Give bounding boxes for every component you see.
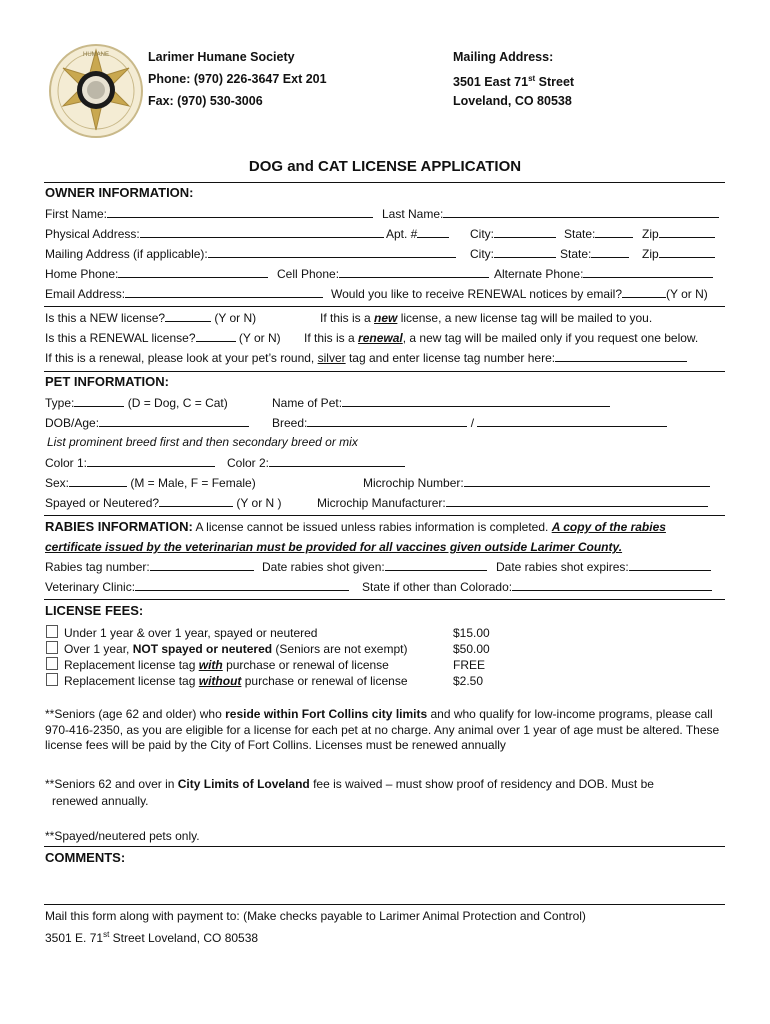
org-name: Larimer Humane Society bbox=[148, 50, 295, 64]
apt-field[interactable]: Apt. # bbox=[386, 225, 449, 243]
microchip-manufacturer-field[interactable]: Microchip Manufacturer: bbox=[317, 494, 708, 512]
humane-society-seal bbox=[47, 42, 145, 140]
email-field[interactable]: Email Address: bbox=[45, 285, 323, 303]
physical-address-field[interactable]: Physical Address: bbox=[45, 225, 384, 243]
fee-price-0: $15.00 bbox=[453, 626, 490, 640]
state-field[interactable]: State: bbox=[564, 225, 633, 243]
divider bbox=[44, 306, 725, 307]
divider bbox=[44, 846, 725, 847]
city-field[interactable]: City: bbox=[470, 225, 556, 243]
fort-collins-note: **Seniors (age 62 and older) who reside within Fort Collins city limits and who qualify for low-income programs, please call 970-416-2350, as you are eligible for a license for each pet at no charge. Any animal over 1 year of age must be altered. These license fees will be paid by the City of Fort Collins. Licenses must be renewed annually bbox=[45, 707, 720, 752]
pet-heading: PET INFORMATION: bbox=[45, 374, 169, 389]
state-other-field[interactable]: State if other than Colorado: bbox=[362, 578, 712, 596]
renewal-email-field[interactable]: Would you like to receive RENEWAL notices by email? (Y or N) bbox=[331, 287, 708, 301]
fee-option-2[interactable]: Replacement license tag with purchase or renewal of license bbox=[46, 656, 389, 674]
divider bbox=[44, 515, 725, 516]
rabies-tag-number-field[interactable]: Rabies tag number: bbox=[45, 558, 254, 576]
pet-breed-field[interactable]: Breed: / bbox=[272, 414, 667, 432]
footer-mail-instructions: Mail this form along with payment to: (Make checks payable to Larimer Animal Protection and Control) bbox=[45, 909, 586, 923]
divider bbox=[44, 182, 725, 183]
mailing-zip-field[interactable]: Zip bbox=[642, 245, 715, 263]
loveland-note: **Seniors 62 and over in City Limits of Loveland fee is waived – must show proof of residency and DOB. Must be bbox=[45, 777, 654, 791]
zip-field[interactable]: Zip bbox=[642, 225, 715, 243]
veterinary-clinic-field[interactable]: Veterinary Clinic: bbox=[45, 578, 349, 596]
seal-text: HUMANE bbox=[82, 52, 110, 58]
fee-option-1[interactable]: Over 1 year, NOT spayed or neutered (Seniors are not exempt) bbox=[46, 640, 407, 658]
form-title: DOG and CAT LICENSE APPLICATION bbox=[248, 158, 522, 175]
fee-option-3[interactable]: Replacement license tag without purchase or renewal of license bbox=[46, 672, 408, 690]
owner-heading: OWNER INFORMATION: bbox=[45, 185, 194, 200]
first-name-field[interactable]: First Name: bbox=[45, 205, 373, 223]
rabies-shot-given-field[interactable]: Date rabies shot given: bbox=[262, 558, 487, 576]
comments-heading: COMMENTS: bbox=[45, 850, 126, 865]
pet-name-field[interactable]: Name of Pet: bbox=[272, 394, 610, 412]
renewal-license-note: If this is a renewal, a new tag will be mailed only if you request one below. bbox=[304, 331, 699, 345]
mailing-street: 3501 East 71st Street bbox=[453, 74, 575, 90]
cell-phone-field[interactable]: Cell Phone: bbox=[277, 265, 489, 283]
loveland-note-line2: renewed annually. bbox=[52, 794, 149, 808]
rabies-certificate-note: certificate issued by the veterinarian must be provided for all vaccines given outside Larimer County. bbox=[45, 540, 623, 554]
home-phone-field[interactable]: Home Phone: bbox=[45, 265, 268, 283]
new-license-field[interactable]: Is this a NEW license? (Y or N) bbox=[45, 311, 257, 325]
mailing-state-field[interactable]: State: bbox=[560, 245, 629, 263]
divider bbox=[44, 371, 725, 372]
spay-only-note: **Spayed/neutered pets only. bbox=[45, 829, 200, 843]
org-fax: Fax: (970) 530-3006 bbox=[148, 94, 263, 108]
alternate-phone-field[interactable]: Alternate Phone: bbox=[494, 265, 713, 283]
pet-type-field[interactable]: Type: (D = Dog, C = Cat) bbox=[45, 396, 228, 410]
fee-option-0[interactable]: Under 1 year & over 1 year, spayed or neutered bbox=[46, 624, 317, 642]
mailing-city: Loveland, CO 80538 bbox=[453, 94, 572, 108]
mailing-city-field[interactable]: City: bbox=[470, 245, 556, 263]
fee-price-3: $2.50 bbox=[453, 674, 484, 688]
divider bbox=[44, 904, 725, 905]
mailing-address-field[interactable]: Mailing Address (if applicable): bbox=[45, 245, 456, 263]
pet-sex-field[interactable]: Sex: (M = Male, F = Female) bbox=[45, 476, 256, 490]
breed-note: List prominent breed first and then secondary breed or mix bbox=[47, 435, 358, 449]
divider bbox=[44, 599, 725, 600]
fee-price-2: FREE bbox=[453, 658, 486, 672]
license-tag-number-field[interactable]: If this is a renewal, please look at your pet’s round, silver tag and enter license tag number here: bbox=[45, 349, 687, 367]
rabies-info: RABIES INFORMATION: A license cannot be issued unless rabies information is completed. A copy of the rabies bbox=[45, 519, 666, 534]
checkbox[interactable] bbox=[46, 673, 58, 686]
fee-price-1: $50.00 bbox=[453, 642, 490, 656]
last-name-field[interactable]: Last Name: bbox=[382, 205, 719, 223]
checkbox[interactable] bbox=[46, 625, 58, 638]
checkbox[interactable] bbox=[46, 641, 58, 654]
spayed-field[interactable]: Spayed or Neutered? (Y or N ) bbox=[45, 496, 282, 510]
fees-heading: LICENSE FEES: bbox=[45, 603, 144, 618]
microchip-number-field[interactable]: Microchip Number: bbox=[363, 474, 710, 492]
footer-address: 3501 E. 71st Street Loveland, CO 80538 bbox=[45, 930, 259, 945]
checkbox[interactable] bbox=[46, 657, 58, 670]
rabies-shot-expires-field[interactable]: Date rabies shot expires: bbox=[496, 558, 711, 576]
org-phone: Phone: (970) 226-3647 Ext 201 bbox=[148, 72, 327, 86]
color1-field[interactable]: Color 1: bbox=[45, 454, 215, 472]
mailing-address-label: Mailing Address: bbox=[453, 50, 554, 64]
new-license-note: If this is a new license, a new license tag will be mailed to you. bbox=[320, 311, 653, 325]
comments-area[interactable] bbox=[44, 872, 725, 902]
renewal-license-field[interactable]: Is this a RENEWAL license? (Y or N) bbox=[45, 331, 281, 345]
pet-dob-field[interactable]: DOB/Age: bbox=[45, 414, 249, 432]
color2-field[interactable]: Color 2: bbox=[227, 454, 405, 472]
